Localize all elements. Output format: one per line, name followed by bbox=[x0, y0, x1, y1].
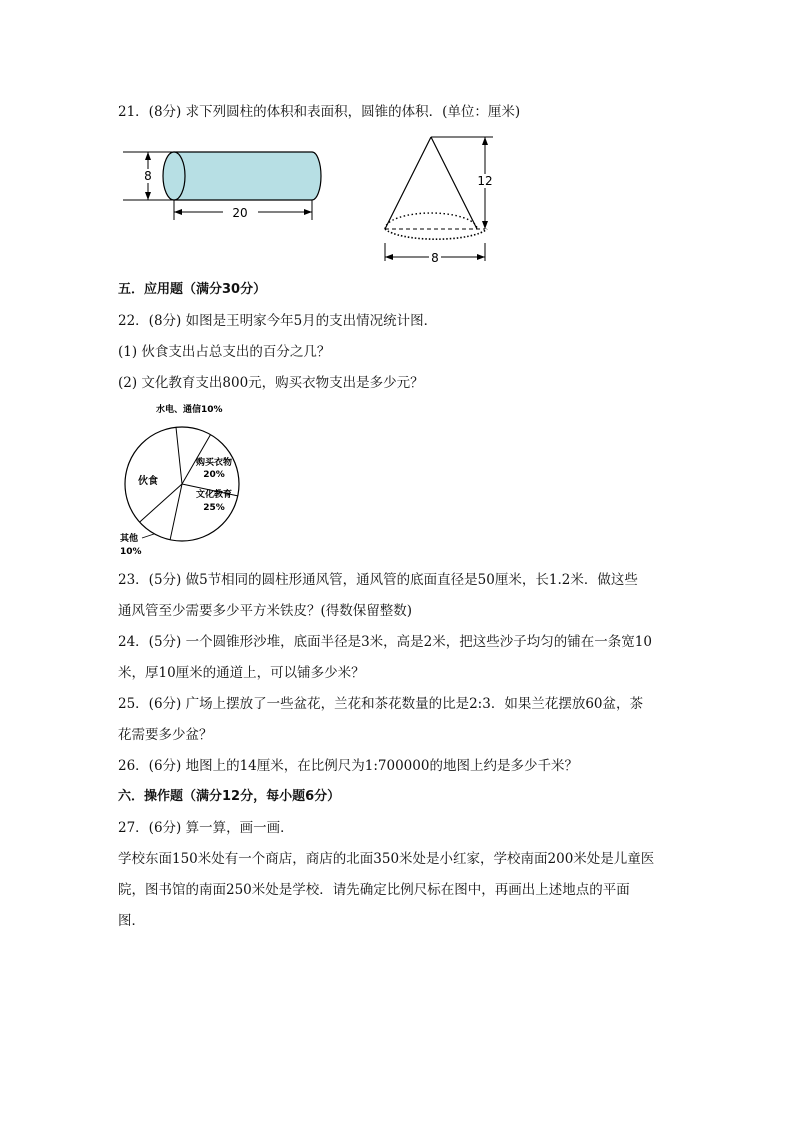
pie-label-utilities: 水电、通信10% bbox=[156, 405, 223, 415]
pie-label-food: 伙食 bbox=[138, 476, 158, 487]
section-5-title: 五．应用题（满分30分） bbox=[118, 282, 267, 297]
pie-label-other-pct: 10% bbox=[120, 547, 142, 557]
pie-label-education-pct: 25% bbox=[203, 503, 225, 513]
cone-figure bbox=[375, 133, 515, 268]
question-26-text: 26．(6分) 地图上的14厘米，在比例尺为1:700000的地图上约是多少千米？ bbox=[118, 758, 578, 774]
section-6-title: 六．操作题（满分12分，每小题6分） bbox=[118, 789, 341, 804]
question-27-para-line3: 图． bbox=[118, 913, 145, 929]
question-22-sub1: (1) 伙食支出占总支出的百分之几？ bbox=[118, 344, 331, 360]
question-27-para-line1: 学校东面150米处有一个商店，商店的北面350米处是小红家，学校南面200米处是儿童医 bbox=[118, 851, 655, 867]
pie-label-other: 其他 bbox=[120, 534, 139, 544]
question-27-para-line2: 院，图书馆的南面250米处是学校．请先确定比例尺标在图中，再画出上述地点的平面 bbox=[118, 882, 630, 898]
question-25-line2: 花需要多少盆？ bbox=[118, 727, 213, 743]
question-24-line1: 24．(5分) 一个圆锥形沙堆，底面半径是3米，高是2米，把这些沙子均匀的铺在一条宽10 bbox=[118, 634, 652, 650]
question-22-sub2: (2) 文化教育支出800元，购买衣物支出是多少元？ bbox=[118, 375, 424, 391]
question-23-line1: 23．(5分) 做5节相同的圆柱形通风管，通风管的底面直径是50厘米，长1.2米．做这些 bbox=[118, 572, 638, 588]
expense-pie-chart bbox=[116, 398, 256, 558]
cone-height-label: 12 bbox=[477, 174, 493, 188]
question-24-line2: 米，厚10厘米的通道上，可以铺多少米？ bbox=[118, 665, 365, 681]
pie-label-education: 文化教育 bbox=[195, 490, 233, 500]
cylinder-length-label: 20 bbox=[232, 206, 248, 220]
cone-diameter-label: 8 bbox=[431, 251, 439, 265]
question-22-text: 22．(8分) 如图是王明家今年5月的支出情况统计图． bbox=[118, 313, 438, 329]
question-21-text: 21．(8分) 求下列圆柱的体积和表面积，圆锥的体积．(单位：厘米) bbox=[118, 104, 521, 120]
question-25-line1: 25．(6分) 广场上摆放了一些盆花，兰花和茶花数量的比是2:3．如果兰花摆放60盆，茶 bbox=[118, 696, 643, 712]
pie-label-clothing: 购买衣物 bbox=[195, 458, 233, 468]
question-27-text: 27．(6分) 算一算，画一画． bbox=[118, 820, 294, 836]
pie-label-clothing-pct: 20% bbox=[203, 470, 225, 480]
question-23-line2: 通风管至少需要多少平方米铁皮？(得数保留整数) bbox=[118, 603, 413, 619]
cylinder-figure bbox=[118, 140, 328, 225]
cylinder-diameter-label: 8 bbox=[144, 169, 152, 183]
